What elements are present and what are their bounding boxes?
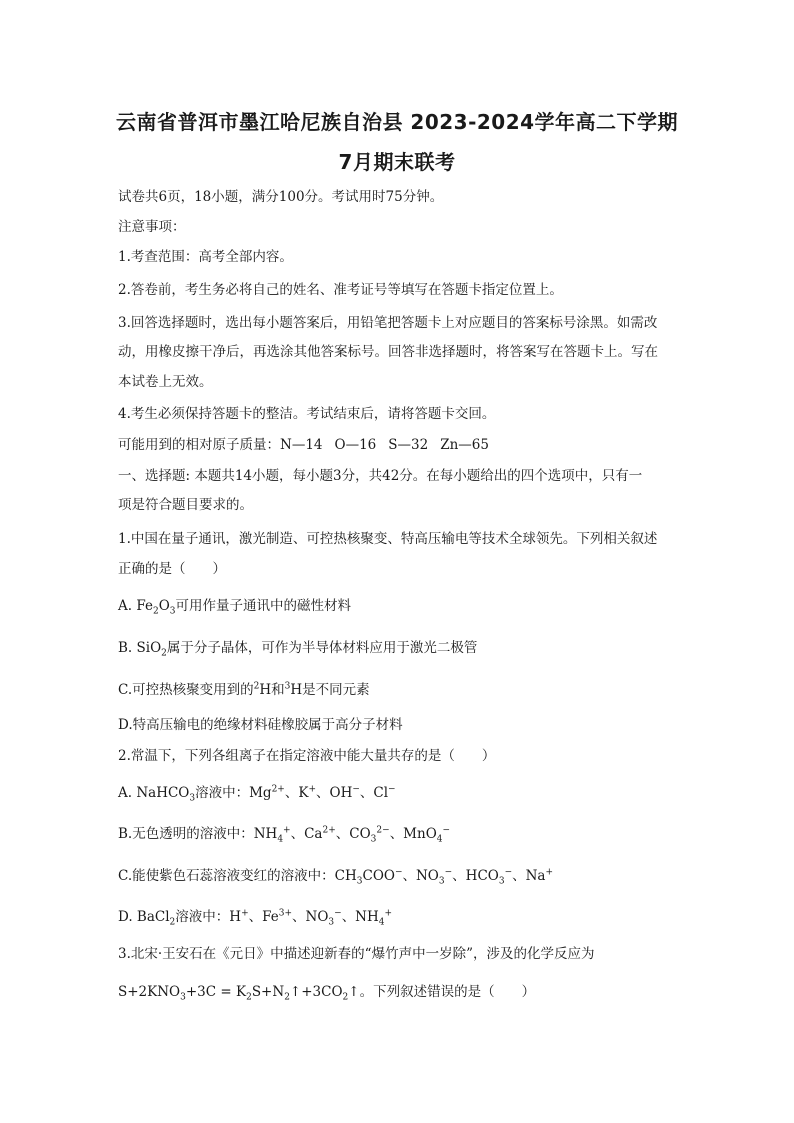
q1-option-d: D.特高压输电的绝缘材料硅橡胶属于高分子材料 xyxy=(118,717,403,733)
q2-option-b: B.无色透明的溶液中：$NH_4^+$、$Ca^{2+}$、$CO_3^{2-}$、MnO$_4$− xyxy=(118,825,451,845)
q2-option-a: A. NaHCO$_3$溶液中：$Mg^{2+}$、K+、OH−、Cl− xyxy=(118,784,396,804)
note-1: 1.考查范围：高考全部内容。 xyxy=(118,249,293,265)
q2-stem: 2.常温下，下列各组离子在指定溶液中能大量共存的是（ ） xyxy=(118,748,496,764)
q3-equation-line: $S+2KNO_3+3C$ = $K_2S+N_2↑+3CO_2↑$。下列叙述错误的是（ ） xyxy=(118,984,536,1003)
exam-intro: 试卷共6页，18小题，满分100分。考试用时75分钟。 xyxy=(118,189,444,205)
note-3-line2: 动，用橡皮擦干净后，再选涂其他答案标号。回答非选择题时，将答案写在答题卡上。写在 xyxy=(118,344,658,360)
q1-option-a: A. $Fe_2O_3$可用作量子通讯中的磁性材料 xyxy=(118,598,351,617)
section1-heading-line2: 项是符合题目要求的。 xyxy=(118,497,253,513)
atomic-mass-zn: Zn—65 xyxy=(440,437,489,453)
q2-option-c: C.能使紫色石蕊溶液变红的溶液中：$CH_3COO^-$、$NO_3^-$、$HCO_3^-$、Na+ xyxy=(118,867,554,887)
q2-option-d: D. BaCl$_2$溶液中：H+、$Fe^{3+}$、$NO_3^-$、$NH_4^+$ xyxy=(118,908,393,928)
atomic-mass-s: S—32 xyxy=(388,437,429,453)
atomic-mass-label: 可能用到的相对原子质量： xyxy=(118,437,280,453)
q1-stem-line2: 正确的是（ ） xyxy=(118,561,226,577)
note-3-line3: 本试卷上无效。 xyxy=(118,374,213,390)
atomic-mass-n: N—14 xyxy=(280,437,323,453)
atomic-mass-o: O—16 xyxy=(334,437,377,453)
notes-heading: 注意事项： xyxy=(118,219,186,235)
q1-stem-line1: 1.中国在量子通讯，激光制造、可控热核聚变、特高压输电等技术全球领先。下列相关叙述 xyxy=(118,531,658,547)
exam-title-line1: 云南省普洱市墨江哈尼族自治县 2023-2024学年高二下学期 xyxy=(115,110,679,134)
atomic-mass-line xyxy=(118,436,688,454)
q3-stem-line1: 3.北宋·王安石在《元日》中描述迎新春的“爆竹声中一岁除”，涉及的化学反应为 xyxy=(118,946,595,962)
exam-title-line2: 7月期末联考 xyxy=(338,150,456,174)
section1-heading-line1: 一、选择题: 本题共14小题，每小题3分，共42分。在每小题给出的四个选项中，只有一 xyxy=(118,468,643,484)
note-2: 2.答卷前，考生务必将自己的姓名、准考证号等填写在答题卡指定位置上。 xyxy=(118,282,563,298)
q1-option-b: B. SiO$_2$属于分子晶体，可作为半导体材料应用于激光二极管 xyxy=(118,640,478,659)
q1-option-c: C.可控热核聚变用到的$^2$H和$^3$H是不同元素 xyxy=(118,681,370,698)
note-3-line1: 3.回答选择题时，选出每小题答案后，用铅笔把答题卡上对应题目的答案标号涂黑。如需改 xyxy=(118,315,658,331)
note-4: 4.考生必须保持答题卡的整洁。考试结束后，请将答题卡交回。 xyxy=(118,406,496,422)
